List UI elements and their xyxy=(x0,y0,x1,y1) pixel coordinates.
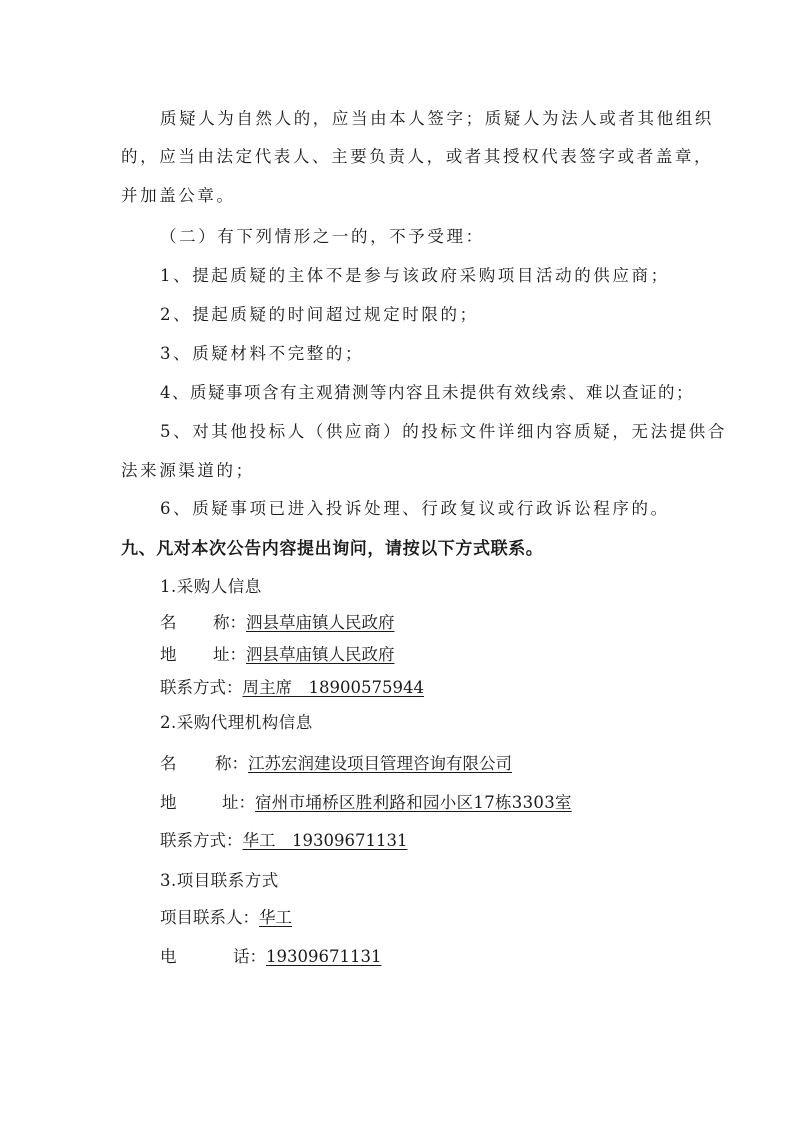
name-label: 称： xyxy=(213,613,246,632)
project-person-value: 华工 xyxy=(259,908,292,927)
name-label: 称： xyxy=(215,754,248,773)
project-phone-row xyxy=(160,945,381,969)
rule-item: 1、提起质疑的主体不是参与该政府采购项目活动的供应商； xyxy=(160,266,670,285)
paragraph-line: 的，应当由法定代表人、主要负责人，或者其授权代表签字或者盖章， xyxy=(121,147,714,166)
rule-item: 4、质疑事项含有主观猜测等内容且未提供有效线索、难以查证的； xyxy=(160,383,694,402)
phone-label: 电 xyxy=(160,947,177,966)
project-person-row xyxy=(160,906,304,930)
name-label: 名 xyxy=(160,613,177,632)
rule-item: 2、提起质疑的时间超过规定时限的； xyxy=(160,305,479,324)
purchaser-title: 1.采购人信息 xyxy=(160,577,262,596)
project-title: 3.项目联系方式 xyxy=(160,871,279,890)
contact-label: 联系方式： xyxy=(160,831,243,850)
paragraph-line: 质疑人为自然人的，应当由本人签字；质疑人为法人或者其他组织 xyxy=(160,109,714,128)
agency-name-value: 江苏宏润建设项目管理咨询有限公司 xyxy=(248,754,512,773)
address-label: 址： xyxy=(213,645,246,664)
contact-label: 联系方式： xyxy=(160,678,243,697)
paragraph-line: 并加盖公章。 xyxy=(121,186,236,205)
person-label: 项目联系人： xyxy=(160,908,259,927)
subheading: （二）有下列情形之一的，不予受理： xyxy=(160,227,485,246)
purchaser-name-row xyxy=(160,611,417,635)
rule-item: 法来源渠道的； xyxy=(121,461,255,480)
rule-item: 3、质疑材料不完整的； xyxy=(160,344,365,363)
address-label: 地 xyxy=(160,645,177,664)
address-label: 址： xyxy=(222,793,255,812)
phone-label: 话： xyxy=(233,947,266,966)
purchaser-contact-value: 周主席 18900575944 xyxy=(242,678,424,697)
name-label: 名 xyxy=(160,754,177,773)
purchaser-address-value: 泗县草庙镇人民政府 xyxy=(246,645,395,664)
rule-item: 5、对其他投标人（供应商）的投标文件详细内容质疑，无法提供合 xyxy=(160,422,727,441)
project-phone-value: 19309671131 xyxy=(266,947,382,966)
agency-contact-value: 华工 19309671131 xyxy=(242,831,408,850)
agency-name-row xyxy=(160,752,512,776)
agency-title: 2.采购代理机构信息 xyxy=(160,713,313,732)
purchaser-address-row xyxy=(160,643,417,667)
section-heading: 九、凡对本次公告内容提出询问，请按以下方式联系。 xyxy=(121,539,544,559)
rule-item: 6、质疑事项已进入投诉处理、行政复议或行政诉讼程序的。 xyxy=(160,499,670,518)
address-label: 地 xyxy=(160,793,177,812)
agency-address-row xyxy=(160,791,572,815)
agency-address-value: 宿州市埇桥区胜利路和园小区17栋3303室 xyxy=(255,793,572,812)
purchaser-contact-row xyxy=(160,676,442,700)
agency-contact-row xyxy=(160,829,407,853)
purchaser-name-value: 泗县草庙镇人民政府 xyxy=(246,613,395,632)
